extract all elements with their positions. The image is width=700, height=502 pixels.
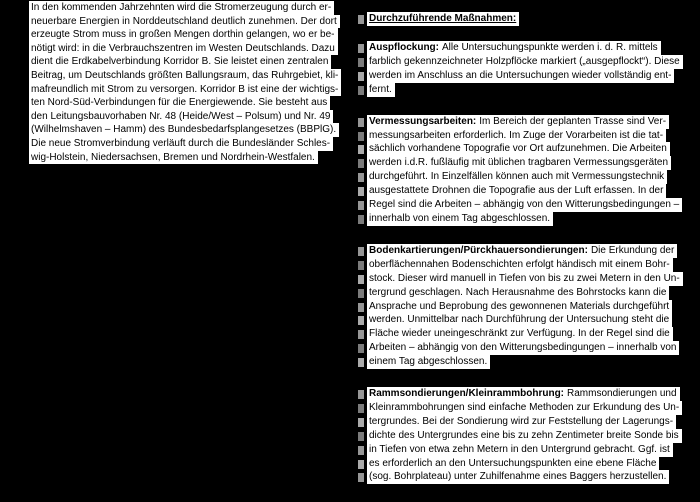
revision-bar-icon xyxy=(358,72,364,81)
text-line xyxy=(367,429,682,443)
text-line xyxy=(367,387,680,401)
text-run: sächlich vorhandene Topografie vor Ort aufzunehmen. Die Arbeiten xyxy=(369,143,667,155)
text-run: innerhalb von einem Tag abgeschlossen. xyxy=(369,212,551,224)
text-run: durchgeführt. In Einzelfällen können auch mit Vermessungstechnik xyxy=(369,171,665,183)
text-run: Regel sind die Arbeiten – abhängig von den Witterungsbedingungen – xyxy=(369,199,680,211)
text-line xyxy=(367,415,676,429)
text-line: den Leitungsbauvorhaben Nr. 48 (Heide/West – Polsum) und Nr. 49 xyxy=(29,110,333,124)
text-line xyxy=(367,170,667,184)
text-line: (Wilhelmshaven – Hamm) des Bundesbedarfsplangesetzes (BBPlG). xyxy=(29,123,339,137)
text-run: oberflächennahen Bodenschichten erfolgt händisch mit einem Bohr- xyxy=(369,258,670,270)
section-vermessungsarbeiten xyxy=(367,115,683,226)
text-line xyxy=(367,401,682,415)
text-run: Kleinrammbohrungen sind einfache Methoden zur Erkundung des Un- xyxy=(369,401,680,413)
text-line xyxy=(367,286,669,300)
revision-bar-icon xyxy=(358,215,364,224)
revision-bar-icon xyxy=(358,159,364,168)
text-run: tergrund geschlagen. Nach Herausnahme des Bohrstocks kann die xyxy=(369,286,667,298)
revision-bar-icon xyxy=(358,432,364,441)
text-line: dient die Erdkabelverbindung Korridor B. Sie leistet einen zentralen xyxy=(29,55,331,69)
section-auspflockung xyxy=(367,41,683,97)
text-run: fernt. xyxy=(369,83,392,95)
text-line: ten Nord-Süd-Verbindungen für die Energiewende. Sie besteht aus xyxy=(29,96,330,110)
text-line xyxy=(367,457,659,471)
revision-bar-icon xyxy=(358,460,364,469)
section-heading xyxy=(367,12,519,26)
revision-bar-icon xyxy=(358,201,364,210)
revision-bar-icon xyxy=(358,404,364,413)
section-title: Rammsondierungen/Kleinrammbohrung: xyxy=(369,388,565,400)
text-run: Im Bereich der geplanten Trasse sind Ver- xyxy=(479,115,667,127)
text-line xyxy=(367,327,673,341)
text-line: In den kommenden Jahrzehnten wird die Stromerzeugung durch er- xyxy=(29,1,334,15)
revision-bar-icon xyxy=(358,261,364,270)
section-bodenkartierungen xyxy=(367,244,683,369)
text-line xyxy=(367,341,679,355)
text-run: farblich gekennzeichneter Holzpflöcke markiert („ausgepflockt“). Diese xyxy=(369,55,680,67)
section-heading-label: Durchzuführende Maßnahmen: xyxy=(369,13,517,24)
text-line xyxy=(367,55,683,69)
text-line xyxy=(367,115,669,129)
text-run: messungsarbeiten erforderlich. Im Zuge der Vorarbeiten ist die tat- xyxy=(369,129,664,141)
revision-bar-icon xyxy=(358,187,364,196)
text-line xyxy=(367,300,672,314)
text-line xyxy=(367,83,395,97)
revision-bar-icon xyxy=(358,390,364,399)
text-line xyxy=(367,156,671,170)
text-line xyxy=(367,258,673,272)
text-run: Arbeiten – abhängig von den Witterungsbedingungen – innerhalb von xyxy=(369,342,677,354)
revision-bar-icon xyxy=(358,173,364,182)
text-line: neuerbare Energien in Norddeutschland deutlich zunehmen. Der dort xyxy=(29,15,340,29)
text-line: erzeugte Strom muss in großen Mengen dorthin gelangen, wo er be- xyxy=(29,28,338,42)
revision-bar-icon xyxy=(358,473,364,482)
revision-bar-icon xyxy=(358,289,364,298)
section-title: Vermessungsarbeiten: xyxy=(369,115,477,127)
section-title: Bodenkartierungen/Pürckhauersondierungen: xyxy=(369,244,588,256)
revision-bar-icon xyxy=(358,344,364,353)
text-run: einem Tag abgeschlossen. xyxy=(369,356,488,368)
text-run: werden i.d.R. fußläufig mit üblichen tragbaren Vermessungsgeräten xyxy=(369,157,669,169)
text-line xyxy=(367,41,661,55)
revision-bar-icon xyxy=(358,275,364,284)
text-run: werden im Anschluss an die Untersuchungen wieder vollständig ent- xyxy=(369,69,672,81)
text-run: tergrundes. Bei der Sondierung wird zur Feststellung der Lagerungs- xyxy=(369,415,674,427)
text-line: mafreundlich mit Strom zu versorgen. Korridor B ist eine der wichtigs- xyxy=(29,83,341,97)
text-run: Alle Untersuchungspunkte werden i. d. R. mittels xyxy=(442,42,658,53)
revision-bar-icon xyxy=(358,358,364,367)
revision-bar-icon xyxy=(358,316,364,325)
text-line: nötigt wird: in die Verbrauchszentren im Westen Deutschlands. Dazu xyxy=(29,42,338,56)
text-line xyxy=(367,355,490,369)
text-run: Ansprache und Beprobung des gewonnenen Materials durchgeführt xyxy=(369,300,670,312)
revision-bar-icon xyxy=(358,145,364,154)
revision-bar-icon xyxy=(358,418,364,427)
text-run: Die Erkundung der xyxy=(590,244,675,256)
text-run: stock. Dieser wird manuell in Tiefen von bis zu zwei Metern in den Un- xyxy=(369,272,680,284)
text-run: (sog. Bohrplateau) unter Zuhilfenahme eines Baggers herzustellen. xyxy=(369,471,667,483)
text-line xyxy=(367,244,677,258)
revision-bar-icon xyxy=(358,247,364,256)
text-line xyxy=(367,272,683,286)
text-line xyxy=(367,142,670,156)
section-title: Auspflockung: xyxy=(369,42,439,53)
text-line xyxy=(367,212,553,226)
text-line xyxy=(367,443,673,457)
text-line xyxy=(367,470,669,484)
text-line xyxy=(367,184,666,198)
right-text-column xyxy=(367,12,683,502)
text-run: ausgestattete Drohnen die Topografie aus der Luft erfassen. In der xyxy=(369,185,664,197)
text-line: Beitrag, um Deutschlands größten Ballungsraum, das Ruhrgebiet, kli- xyxy=(29,69,341,83)
text-run: es erforderlich an den Untersuchungspunkten eine ebene Fläche xyxy=(369,457,657,469)
revision-bar-icon xyxy=(358,118,364,127)
text-run: dichte des Untergrundes eine bis zu zehn Zentimeter breite Sonde bis xyxy=(369,429,679,441)
revision-bar-icon xyxy=(358,44,364,53)
revision-bar-icon xyxy=(358,15,364,24)
text-line: wig-Holstein, Niedersachsen, Bremen und Nordrhein-Westfalen. xyxy=(29,151,318,165)
text-run: Fläche wieder uneingeschränkt zur Verfügung. In der Regel sind die xyxy=(369,328,670,340)
revision-bar-icon xyxy=(358,330,364,339)
text-run: Rammsondierungen und xyxy=(567,388,677,400)
revision-bar-icon xyxy=(358,303,364,312)
text-line: Die neue Stromverbindung verläuft durch die Bundesländer Schles- xyxy=(29,137,333,151)
revision-bar-icon xyxy=(358,132,364,141)
left-text-column xyxy=(29,1,341,164)
text-line xyxy=(367,129,666,143)
revision-bar-icon xyxy=(358,86,364,95)
revision-bar-icon xyxy=(358,446,364,455)
text-line xyxy=(367,69,674,83)
text-line xyxy=(367,198,682,212)
text-run: werden. Unmittelbar nach Durchführung der Untersuchung steht die xyxy=(369,314,670,326)
revision-bar-icon xyxy=(358,58,364,67)
text-line xyxy=(367,313,672,327)
section-rammsondierungen xyxy=(367,387,683,484)
text-run: in Tiefen von etwa zehn Metern in den Untergrund gebracht. Ggf. ist xyxy=(369,443,670,455)
